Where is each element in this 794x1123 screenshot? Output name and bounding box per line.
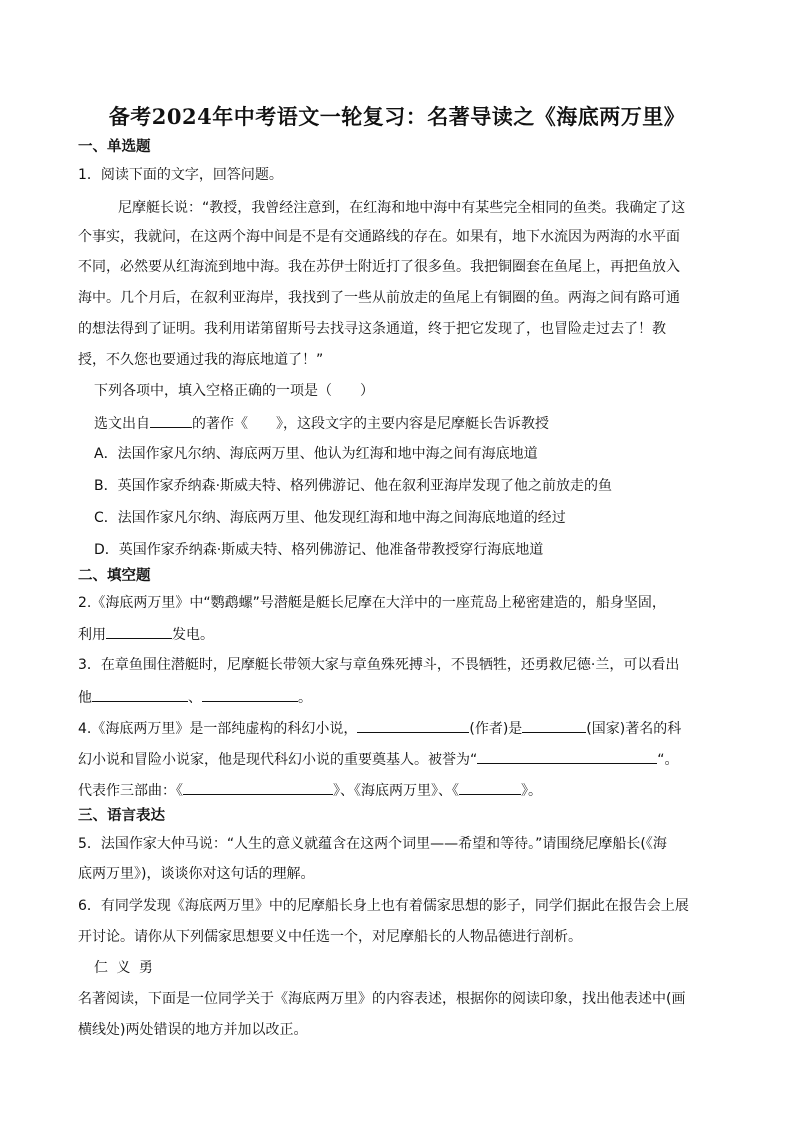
- question-6-options: 仁 义 勇: [94, 960, 155, 976]
- option-d[interactable]: D．英国作家乔纳森·斯威夫特、格列佛游记、他准备带教授穿行海底地道: [94, 542, 544, 558]
- option-a[interactable]: A．法国作家凡尔纳、海底两万里、他认为红海和地中海之间有海底地道: [94, 446, 538, 462]
- question-4-line: [78, 779, 542, 801]
- q3-text: 。: [298, 690, 312, 706]
- answer-blank[interactable]: [202, 686, 298, 702]
- answer-blank[interactable]: [150, 412, 192, 428]
- section-heading-language: 三、语言表达: [78, 808, 165, 824]
- page-title: 备考2024年中考语文一轮复习：名著导读之《海底两万里》: [108, 104, 686, 129]
- question-5-line: 底两万里》)，谈谈你对这句话的理解。: [78, 866, 315, 882]
- stem-text: 的著作《 》，这段文字的主要内容是尼摩艇长告诉教授: [192, 416, 549, 432]
- answer-blank[interactable]: [106, 623, 172, 639]
- q4-text: 代表作三部曲：《: [78, 783, 183, 799]
- question-5-line: 5．法国作家大仲马说：“人生的意义就蕴含在这两个词里——希望和等待。”请围绕尼摩船长(《海: [78, 836, 667, 852]
- question-1-prompt: 下列各项中，填入空格正确的一项是（ ）: [94, 383, 374, 399]
- q4-text: 》、《海底两万里》、《: [333, 783, 459, 799]
- stem-text: 选文出自: [94, 416, 150, 432]
- q4-text: (国家)著名的科: [586, 721, 682, 737]
- passage-line: 授，不久您也要通过我的海底地道了！”: [78, 352, 324, 368]
- question-1-intro: 1．阅读下面的文字，回答问题。: [78, 167, 283, 183]
- q4-text: 4.《海底两万里》是一部纯虚构的科幻小说，: [78, 721, 358, 737]
- section-heading-single-choice: 一、单选题: [78, 139, 151, 155]
- answer-blank[interactable]: [477, 748, 657, 764]
- option-c[interactable]: C．法国作家凡尔纳、海底两万里、他发现红海和地中海之间海底地道的经过: [94, 510, 566, 526]
- question-2-line: 2.《海底两万里》中“鹦鹉螺”号潜艇是艇长尼摩在大洋中的一座荒岛上秘密建造的，船身坚固，: [78, 595, 666, 611]
- q4-text: “。: [657, 752, 679, 768]
- question-3-line: 3．在章鱼围住潜艇时，尼摩艇长带领大家与章鱼殊死搏斗，不畏牺牲，还勇救尼德·兰，可以看出: [78, 657, 680, 673]
- question-4-line: [78, 748, 679, 770]
- q2-text: 发电。: [172, 627, 214, 643]
- question-7-line: 横线处)两处错误的地方并加以改正。: [78, 1022, 308, 1038]
- question-6-line: 6．有同学发现《海底两万里》中的尼摩船长身上也有着儒家思想的影子，同学们据此在报告会上展: [78, 898, 689, 914]
- q4-text: 》。: [521, 783, 542, 799]
- question-4-line: [78, 717, 681, 739]
- option-b[interactable]: B．英国作家乔纳森·斯威夫特、格列佛游记、他在叙利亚海岸发现了他之前放走的鱼: [94, 478, 613, 494]
- q3-text: 、: [188, 690, 202, 706]
- passage-line: 不同，必然要从红海流到地中海。我在苏伊士附近打了很多鱼。我把铜圈套在鱼尾上，再把鱼放入: [78, 259, 680, 275]
- answer-blank[interactable]: [459, 779, 521, 795]
- q2-text: 利用: [78, 627, 106, 643]
- question-1-stem: [94, 412, 549, 434]
- question-7-line: 名著阅读，下面是一位同学关于《海底两万里》的内容表述，根据你的阅读印象，找出他表述中(画: [78, 991, 686, 1007]
- passage-line: 的想法得到了证明。我利用诺第留斯号去找寻这条通道，终于把它发现了，也冒险走过去了！教: [78, 321, 666, 337]
- answer-blank[interactable]: [92, 686, 188, 702]
- question-3-line: [78, 686, 312, 708]
- q4-text: (作者)是: [469, 721, 523, 737]
- q3-text: 他: [78, 690, 92, 706]
- section-heading-fill-blank: 二、填空题: [78, 568, 151, 584]
- passage-line: 个事实，我就问，在这两个海中间是不是有交通路线的存在。如果有，地下水流因为两海的水平面: [78, 229, 680, 245]
- question-2-line: [78, 623, 214, 645]
- question-6-line: 开讨论。请你从下列儒家思想要义中任选一个，对尼摩船长的人物品德进行剖析。: [78, 929, 582, 945]
- answer-blank[interactable]: [522, 717, 586, 733]
- passage-line: 海中。几个月后，在叙利亚海岸，我找到了一些从前放走的鱼尾上有铜圈的鱼。两海之间有路可通: [78, 290, 680, 306]
- answer-blank[interactable]: [357, 717, 469, 733]
- q4-text: 幻小说和冒险小说家，他是现代科幻小说的重要奠基人。被誉为“: [78, 752, 478, 768]
- passage-line: 尼摩艇长说：“教授，我曾经注意到，在红海和地中海中有某些完全相同的鱼类。我确定了这: [118, 200, 686, 216]
- answer-blank[interactable]: [183, 779, 333, 795]
